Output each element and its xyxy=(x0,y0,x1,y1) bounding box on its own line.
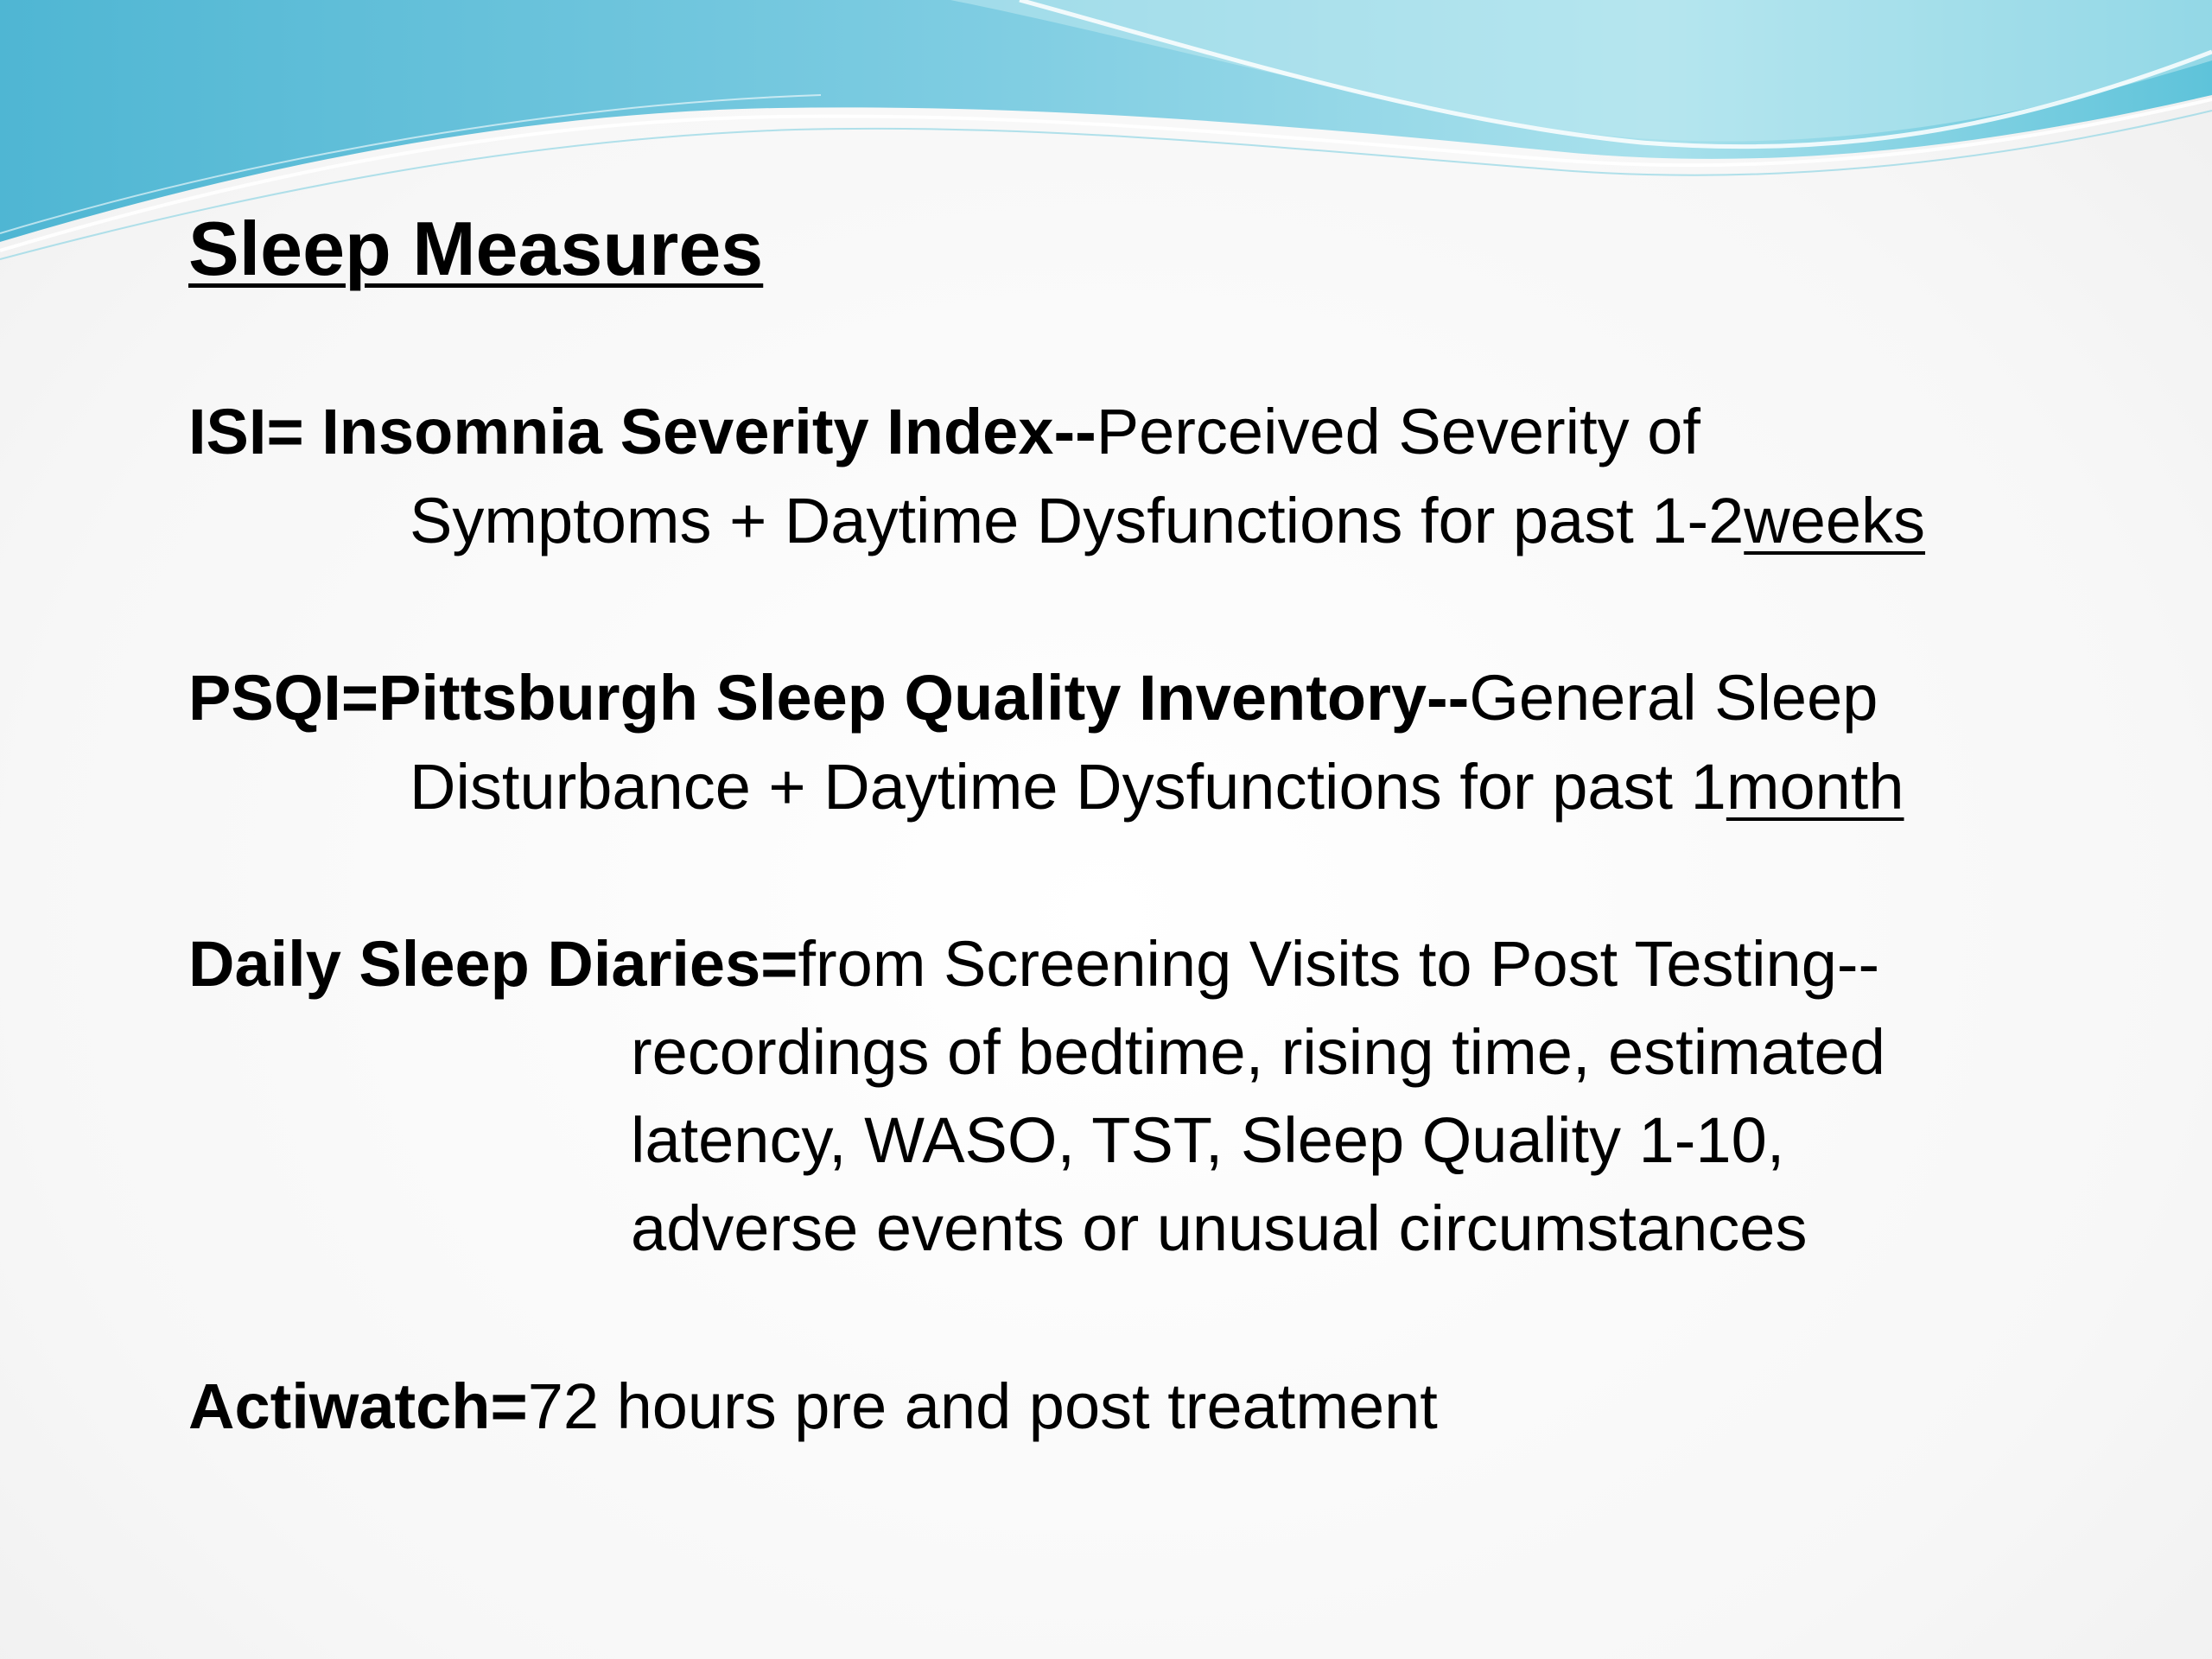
actiwatch-line-1 xyxy=(188,1363,1438,1450)
diaries-line-3: latency, WASO, TST, Sleep Quality 1-10, xyxy=(631,1104,1785,1176)
diaries-term: Daily Sleep Diaries= xyxy=(188,928,798,1000)
isi-line-1 xyxy=(188,389,1700,475)
diaries-line-2: recordings of bedtime, rising time, estimated xyxy=(631,1016,1885,1088)
actiwatch-term: Actiwatch= xyxy=(188,1370,528,1442)
psqi-desc-2-underlined: month xyxy=(1726,751,1904,823)
psqi-term: PSQI=Pittsburgh Sleep Quality Inventory-- xyxy=(188,662,1470,734)
psqi-desc-2: Disturbance + Daytime Dysfunctions for past 1 xyxy=(410,751,1726,823)
diaries-line-1 xyxy=(188,921,1879,1007)
diaries-line-4: adverse events or unusual circumstances xyxy=(631,1192,1808,1264)
isi-term: ISI= Insomnia Severity Index-- xyxy=(188,396,1096,467)
diaries-desc-1: from Screening Visits to Post Testing-- xyxy=(798,928,1880,1000)
isi-desc-2: Symptoms + Daytime Dysfunctions for past 1-2 xyxy=(410,485,1745,556)
slide-title: Sleep Measures xyxy=(188,206,764,291)
actiwatch-desc-1: 72 hours pre and post treatment xyxy=(527,1370,1438,1442)
isi-desc-2-underlined: weeks xyxy=(1744,485,1926,556)
isi-line-2 xyxy=(410,478,1925,564)
psqi-desc-1: General Sleep xyxy=(1469,662,1878,734)
psqi-line-2 xyxy=(410,744,1904,830)
isi-desc-1: Perceived Severity of xyxy=(1096,396,1700,467)
psqi-line-1 xyxy=(188,655,1878,741)
